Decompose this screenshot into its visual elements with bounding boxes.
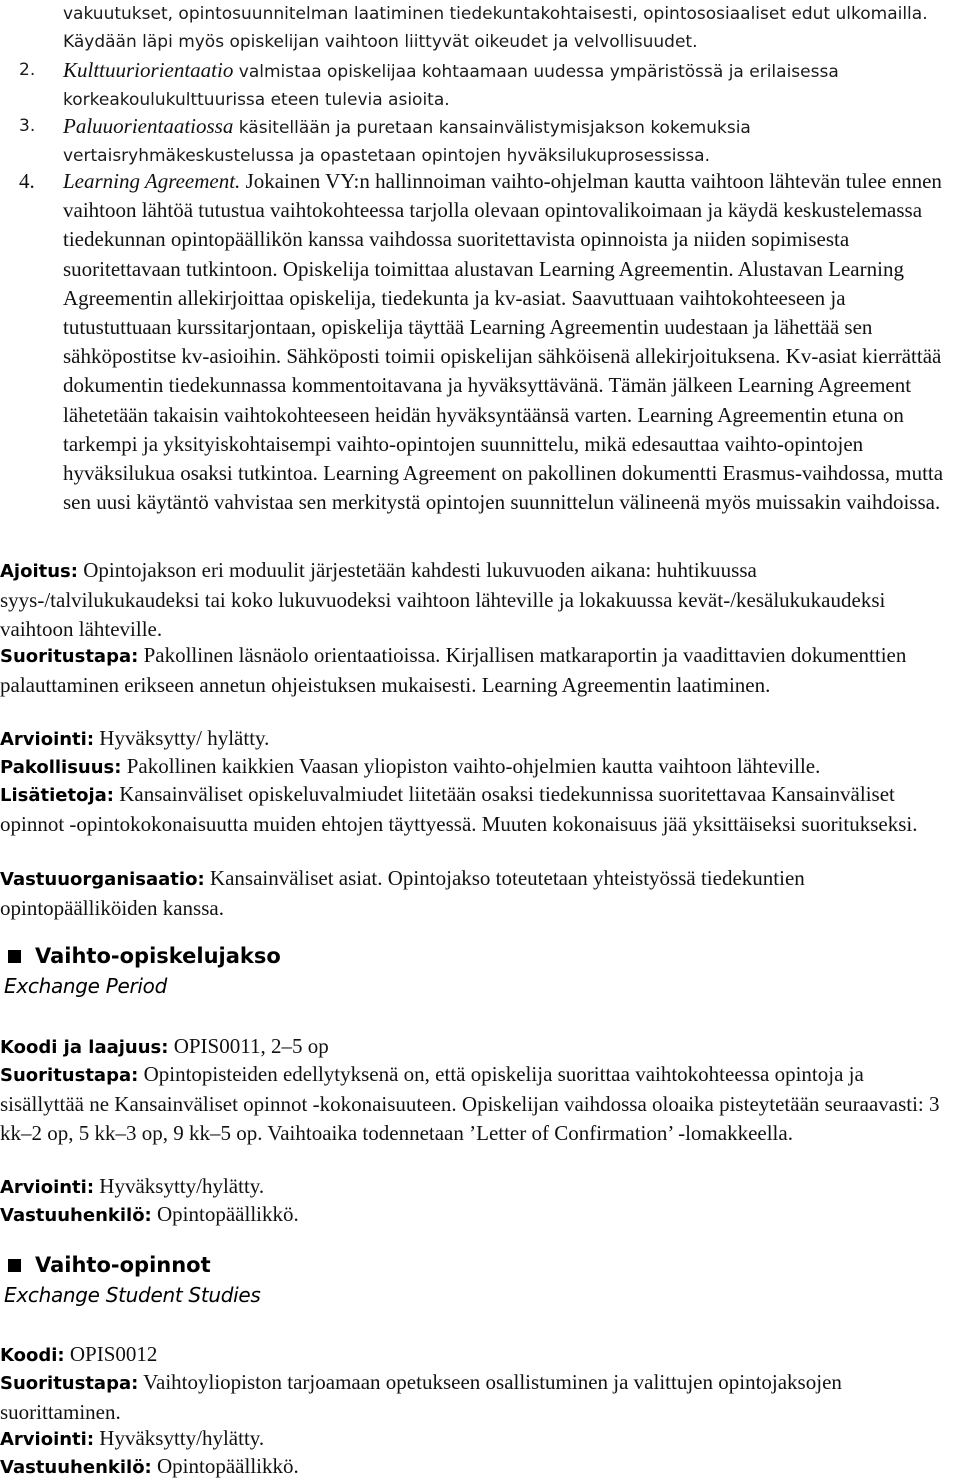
suoritustapa-label: Suoritustapa: <box>0 1373 139 1394</box>
suoritustapa-text: Vaihtoyliopiston tarjoamaan opetukseen osallistuminen ja valittujen opintojaksojen suorittaminen. <box>0 1370 842 1424</box>
list-item-number: 2. <box>19 60 36 80</box>
list-item-title: Learning Agreement. <box>63 169 241 193</box>
arviointi-label: Arviointi: <box>0 1177 95 1198</box>
arviointi-text: Hyväksytty/hylätty. <box>94 1426 265 1450</box>
arviointi-label: Arviointi: <box>0 1429 95 1450</box>
vastuuhenkilo-paragraph-2 <box>0 1200 952 1230</box>
vastuuhenkilo-text: Opintopäällikkö. <box>151 1454 299 1478</box>
arviointi-paragraph <box>0 724 952 754</box>
koodi-laajuus-paragraph <box>0 1032 952 1062</box>
suoritustapa-text: Opintopisteiden edellytyksenä on, että opiskelija suorittaa vaihtokohteessa opintoja ja sisällyttää ne Kansainväliset opinnot -kokonaisuuteen. Opiskelijan vaihdossa oloaika pisteytetään seuraavasti: 3 kk–2 op, 5 kk–3 op, 9 kk–5 op. Vaihtoaika todennetaan ’Letter of Confirmation’ -lomakkeella. <box>0 1062 940 1145</box>
pakollisuus-paragraph <box>0 752 952 782</box>
arviointi-paragraph-2 <box>0 1172 952 1202</box>
arviointi-label: Arviointi: <box>0 729 95 750</box>
vastuuorganisaatio-paragraph <box>0 864 952 923</box>
section-title: Vaihto-opinnot <box>35 1253 211 1277</box>
black-square-bullet-icon <box>8 950 21 963</box>
list-item-text: käsitellään ja puretaan kansainvälistymisjakson kokemuksia vertaisryhmäkeskustelussa ja opastetaan opintojen hyväksilukuprosessissa. <box>63 118 751 166</box>
koodi-laajuus-text: OPIS0011, 2–5 op <box>168 1034 329 1058</box>
vastuuhenkilo-paragraph-3 <box>0 1452 952 1482</box>
suoritustapa-paragraph-3 <box>0 1368 952 1427</box>
koodi-text: OPIS0012 <box>64 1342 158 1366</box>
suoritustapa-label: Suoritustapa: <box>0 646 139 667</box>
list-item-title: Kulttuuriorientaatio <box>63 58 234 82</box>
ajoitus-text: Opintojakson eri moduulit järjestetään kahdesti lukuvuoden aikana: huhtikuussa syys-/talvilukukaudeksi tai koko lukuvuodeksi vaihtoon lähteville ja lokakuussa kevät-/kesälukukaudeksi vaihtoon lähteville. <box>0 558 886 641</box>
suoritustapa-text: Pakollinen läsnäolo orientaatioissa. Kirjallisen matkaraportin ja vaadittavien dokumenttien palauttaminen erikseen annetun ohjeistuksen mukaisesti. Learning Agreementin laatiminen. <box>0 643 907 697</box>
suoritustapa-paragraph <box>0 641 952 700</box>
list-item-title: Paluuorientaatiossa <box>63 114 234 138</box>
section-title: Vaihto-opiskelujakso <box>35 944 281 968</box>
vastuuhenkilo-text: Opintopäällikkö. <box>151 1202 299 1226</box>
list-item-1-continuation <box>0 0 960 56</box>
suoritustapa-paragraph-2 <box>0 1060 952 1148</box>
list-item-4 <box>0 167 960 517</box>
koodi-laajuus-label: Koodi ja laajuus: <box>0 1037 169 1058</box>
arviointi-text: Hyväksytty/hylätty. <box>94 1174 265 1198</box>
arviointi-paragraph-3 <box>0 1424 952 1454</box>
ajoitus-paragraph <box>0 556 952 644</box>
list-item-number: 3. <box>19 116 36 136</box>
vastuuhenkilo-label: Vastuuhenkilö: <box>0 1205 152 1226</box>
list-item-text: vakuutukset, opintosuunnitelman laatiminen tiedekuntakohtaisesti, opintososiaaliset edut ulkomailla. Käydään läpi myös opiskelijan vaihtoon liittyvät oikeudet ja velvollisuudet. <box>63 4 928 52</box>
section-heading-vaihto-opiskelujakso <box>8 944 281 968</box>
section-heading-vaihto-opinnot <box>8 1253 211 1277</box>
ajoitus-label: Ajoitus: <box>0 561 78 582</box>
section-subtitle: Exchange Period <box>4 974 168 998</box>
koodi-paragraph <box>0 1340 952 1370</box>
list-item-text: valmistaa opiskelijaa kohtaamaan uudessa ympäristössä ja erilaisessa korkeakoulukulttuurissa eteen tulevia asioita. <box>63 62 839 110</box>
suoritustapa-label: Suoritustapa: <box>0 1065 139 1086</box>
vastuuorganisaatio-label: Vastuuorganisaatio: <box>0 869 205 890</box>
list-item-3 <box>0 112 960 170</box>
koodi-label: Koodi: <box>0 1345 65 1366</box>
black-square-bullet-icon <box>8 1259 21 1272</box>
list-item-text: Jokainen VY:n hallinnoiman vaihto-ohjelman kautta vaihtoon lähtevän tulee ennen vaihtoon lähtöä tutustua vaihtokohteessa tarjolla olevaan opintovalikoimaan ja käydä keskustelemassa tiedekunnan opintopäällikön kanssa vaihdossa suoritettavista opinnoista ja niiden sopimisesta suoritettavaan tutkintoon. Opiskelija toimittaa alustavan Learning Agreementin. Alustavan Learning Agreementin allekirjoittaa opiskelija, tiedekunta ja kv-asiat. Saavuttuaan vaihtokohteeseen ja tutustuttuaan kurssitarjontaan, opiskelija täyttää Learning Agreementin uudestaan ja lähettää sen sähköpostitse kv-asioihin. Sähköposti toimii opiskelijan sähköisenä allekirjoituksena. Kv-asiat kierrättää dokumentin tiedekunnassa kommentoitavana ja hyväksyttävänä. Tämän jälkeen Learning Agreement lähetetään takaisin vaihtokohteeseen heidän hyväksyntäänsä varten. Learning Agreementin etuna on tarkempi ja yksityiskohtaisempi vaihto-opintojen suunnittelu, mikä edesauttaa vaihto-opintojen hyväksilukua osaksi tutkintoa. Learning Agreement on pakollinen dokumentti Erasmus-vaihdossa, mutta sen uusi käytäntö vahvistaa sen merkitystä opintojen suunnittelun välineenä myös muissakin vaihdoissa. <box>63 169 944 515</box>
list-item-2 <box>0 56 960 114</box>
pakollisuus-text: Pakollinen kaikkien Vaasan yliopiston vaihto-ohjelmien kautta vaihtoon lähteville. <box>121 754 821 778</box>
section-subtitle: Exchange Student Studies <box>4 1283 261 1307</box>
lisatietoja-paragraph <box>0 780 952 839</box>
pakollisuus-label: Pakollisuus: <box>0 757 122 778</box>
lisatietoja-text: Kansainväliset opiskeluvalmiudet liitetään osaksi tiedekunnissa suoritettavaa Kansainväliset opinnot -opintokokonaisuutta muiden ehtojen täyttyessä. Muuten kokonaisuus jää yksittäiseksi suoritukseksi. <box>0 782 918 836</box>
lisatietoja-label: Lisätietoja: <box>0 785 114 806</box>
arviointi-text: Hyväksytty/ hylätty. <box>94 726 270 750</box>
vastuuhenkilo-label: Vastuuhenkilö: <box>0 1457 152 1478</box>
vastuuorganisaatio-text: Kansainväliset asiat. Opintojakso toteutetaan yhteistyössä tiedekuntien opintopäälliköiden kanssa. <box>0 866 805 920</box>
list-item-number: 4. <box>19 169 35 193</box>
